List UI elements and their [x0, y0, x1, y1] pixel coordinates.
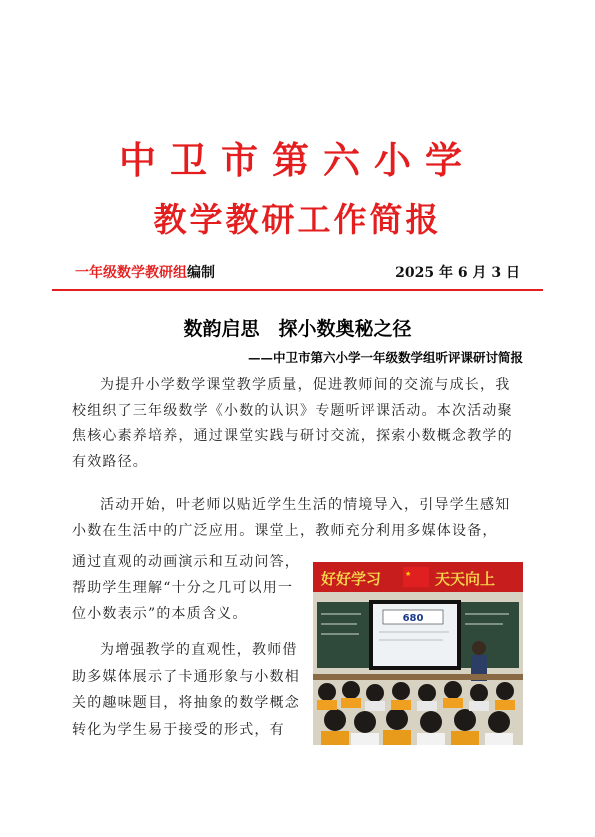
- issue-date: 2025 年 6 月 3 日: [395, 265, 520, 281]
- screen-number: 680: [402, 613, 424, 624]
- svg-text:★: ★: [405, 570, 412, 578]
- school-name: 中卫市第六小学: [119, 138, 476, 182]
- banner-right-text: 天天向上: [435, 570, 496, 588]
- editor-group: 一年级数学教研组: [75, 265, 187, 281]
- bulletin-title: 教学教研工作简报: [153, 200, 442, 239]
- paragraph-2-continued: 通过直观的动画演示和互动问答，帮助学生理解“十分之几可以用一位小数表示”的本质含义。: [72, 554, 300, 622]
- editor-row: [75, 263, 520, 283]
- classroom-photo-illustration: [313, 562, 523, 745]
- editor-suffix: 编制: [187, 265, 215, 281]
- classroom-photo: [313, 562, 523, 745]
- article-title: 数韵启思 探小数奥秘之径: [183, 318, 412, 340]
- header-divider: [52, 289, 543, 291]
- article-subtitle: ——中卫市第六小学一年级数学组听评课研讨简报: [247, 350, 523, 365]
- banner-left-text: 好好学习: [321, 570, 382, 588]
- paragraph-1: 为提升小学数学课堂教学质量，促进教师间的交流与成长，我校组织了三年级数学《小数的认识》专题听评课活动。本次活动聚焦核心素养培养，通过课堂实践与研讨交流，探索小数概念教学的有效路径。: [72, 377, 513, 470]
- paragraph-3: 为增强教学的直观性，教师借助多媒体展示了卡通形象与小数相关的趣味题目，将抽象的数学概念转化为学生易于接受的形式，有: [72, 642, 300, 738]
- paragraph-2: 活动开始，叶老师以贴近学生生活的情境导入，引导学生感知小数在生活中的广泛应用。课堂上，教师充分利用多媒体设备，: [72, 497, 511, 539]
